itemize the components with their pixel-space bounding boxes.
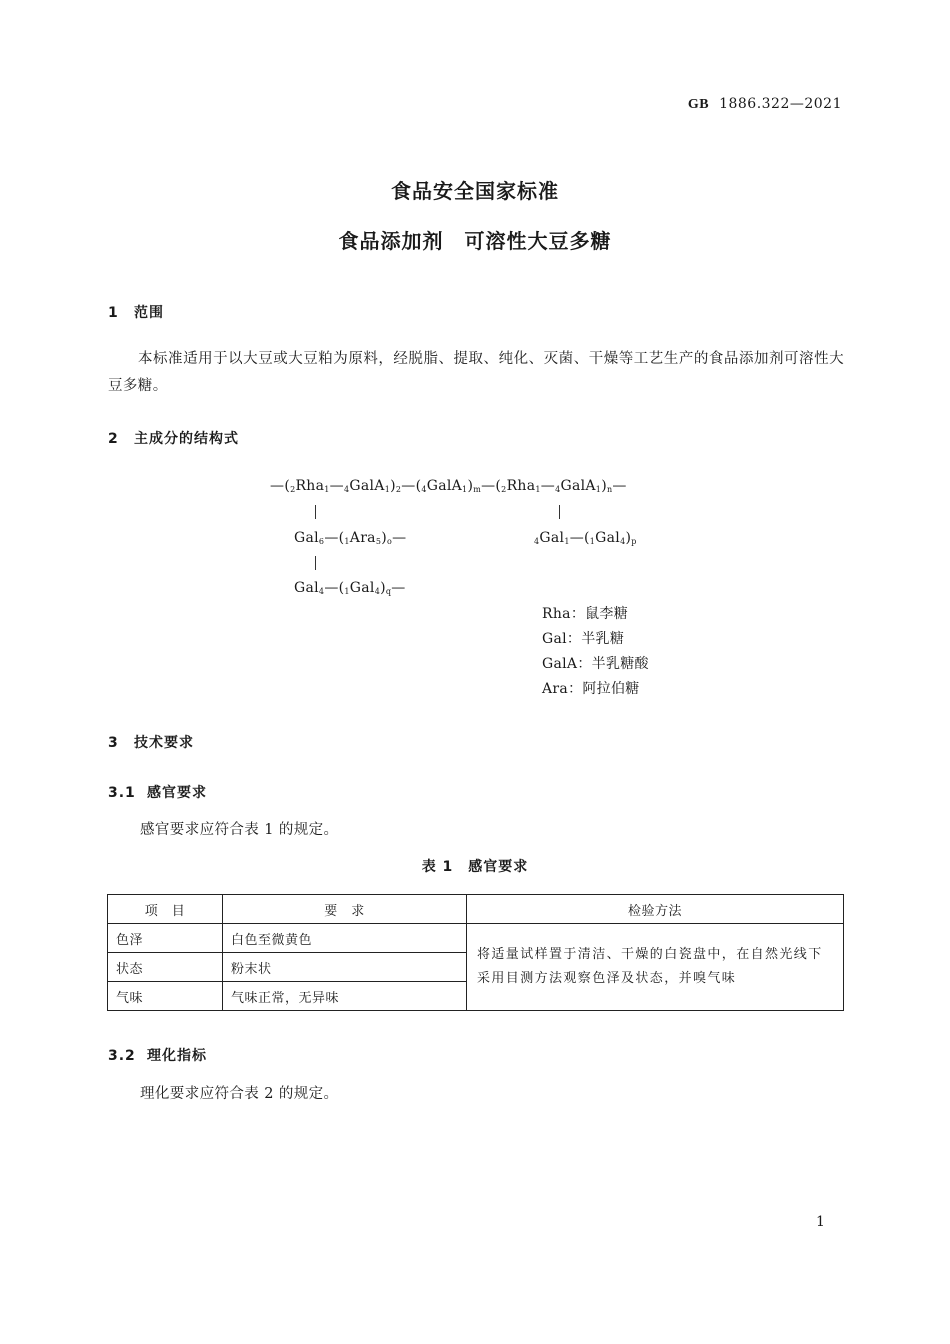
legend-item: GalA：半乳糖酸 [542,656,649,672]
section-title: 理化指标 [147,1048,207,1064]
cell-item: 状态 [108,953,223,982]
title-line-2: 食品添加剂 可溶性大豆多糖 [338,229,612,253]
formula-main-chain: $—(_2Rha_1—_4GalA_1)_2—(_4GalA_1)_m—(_2Rha_1—_4GalA_1)_n—$ [270,478,627,494]
section-2-heading [108,428,239,448]
standard-prefix: GB [687,97,710,112]
formula-branch-left-2: $Gal_4—(_1Gal_4)_q—$ [294,580,406,596]
cell-method: 将适量试样置于清洁、干燥的白瓷盘中，在自然光线下采用目测方法观察色泽及状态，并嗅气味 [467,924,844,1011]
formula-bond-line [315,505,316,519]
section-title: 范围 [134,305,164,321]
section-3-2-paragraph: 理化要求应符合表 2 的规定。 [140,1086,339,1102]
standard-number [688,96,842,113]
title-line-1: 食品安全国家标准 [391,179,559,203]
section-number: 3.2 [108,1048,136,1064]
column-header-method: 检验方法 [467,895,844,924]
table-header-row [108,895,844,924]
sensory-requirements-table [107,894,844,1011]
column-header-requirement: 要 求 [223,895,467,924]
cell-item: 气味 [108,982,223,1011]
section-number: 3.1 [108,785,136,801]
formula-branch-left-1: $Gal_6—(_1Ara_5)_o—$ [294,530,407,546]
section-title: 技术要求 [134,735,194,751]
section-3-1-heading [108,782,207,802]
section-3-heading [108,732,194,752]
cell-requirement: 粉末状 [223,953,467,982]
column-header-item: 项 目 [108,895,223,924]
section-number: 3 [108,735,119,751]
formula-branch-right: $_4Gal_1—(_1Gal_4)_p$ [534,530,637,546]
section-number: 2 [108,431,119,447]
table-1-caption: 表 1 感官要求 [421,859,529,875]
formula-bond-line [559,505,560,519]
legend-item: Gal：半乳糖 [542,631,625,647]
section-number: 1 [108,305,119,321]
cell-requirement: 白色至微黄色 [223,924,467,953]
section-title: 感官要求 [147,785,207,801]
section-3-2-heading [108,1045,207,1065]
section-3-1-paragraph: 感官要求应符合表 1 的规定。 [140,822,339,838]
formula-legend [542,602,649,702]
cell-requirement: 气味正常，无异味 [223,982,467,1011]
section-title: 主成分的结构式 [134,431,239,447]
section-1-paragraph: 本标准适用于以大豆或大豆粕为原料，经脱脂、提取、纯化、灭菌、干燥等工艺生产的食品添加剂可溶性大豆多糖。 [108,351,844,394]
page-number: 1 [816,1214,825,1230]
section-1-heading [108,302,164,322]
formula-bond-line [315,556,316,570]
cell-item: 色泽 [108,924,223,953]
table-row [108,924,844,953]
legend-item: Ara：阿拉伯糖 [542,681,640,697]
standard-code: 1886.322—2021 [719,96,842,112]
legend-item: Rha：鼠李糖 [542,606,629,622]
